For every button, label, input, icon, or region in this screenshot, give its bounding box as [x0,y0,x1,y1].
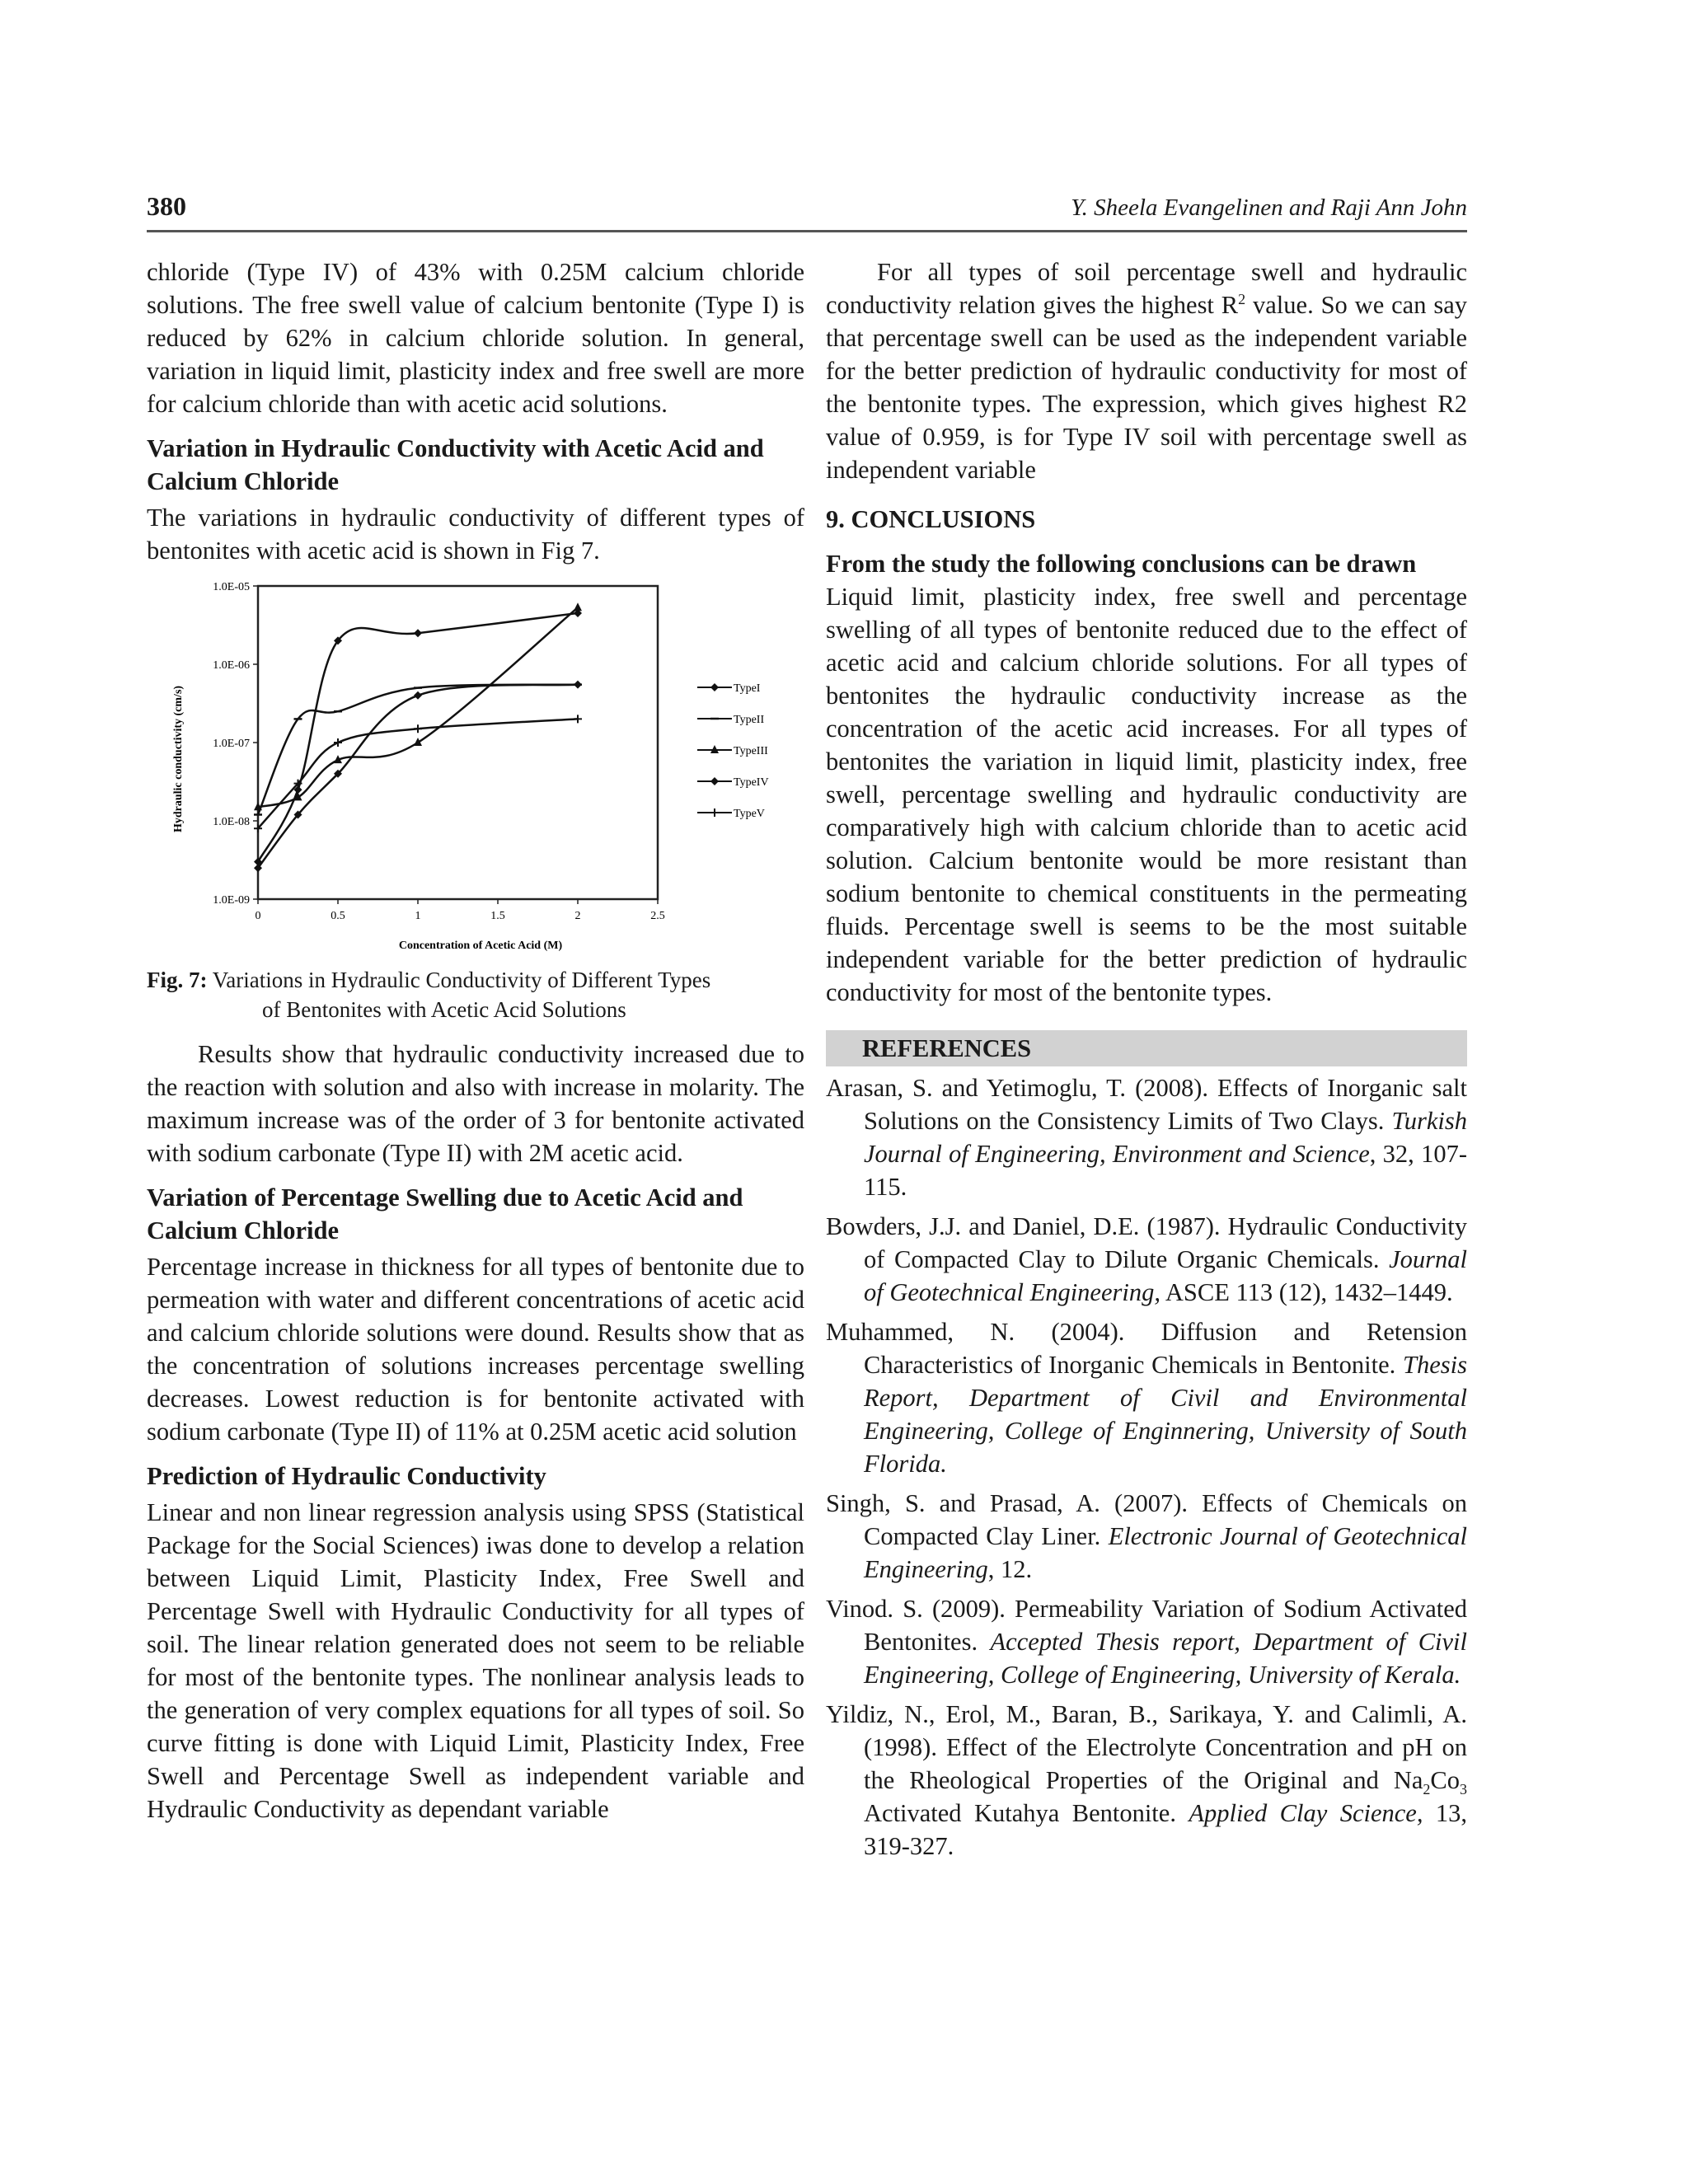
hydraulic-paragraph: The variations in hydraulic conductivity of different types of bentonites with acetic acid is shown in Fig 7. [147,504,804,565]
left-column [147,255,804,1825]
reference-item [826,1592,1467,1691]
reference-text: Arasan, S. and Yetimoglu, T. (2008). Effects of Inorganic salt Solutions on the Consistency Limits of Two Clays. [826,1074,1467,1135]
chart-legend-label: TypeIII [734,745,768,757]
page-number: 380 [147,191,186,221]
chart-point [574,602,582,611]
r2-text-b: value. So we can say that percentage swell can be used as the independent variable for the better prediction of hydraulic conductivity for most of the bentonite types. The expression, which gives highest R2 value of 0.959, is for Type IV soil with percentage swell as independent variable [826,291,1467,484]
ref6-sub2: 3 [1460,1781,1467,1798]
chart-series-line [258,685,578,815]
chart-series-typeii [254,685,582,815]
reference-item [826,1487,1467,1586]
reference-text: Turkish Journal of Engineering, Environment and Science [864,1107,1467,1168]
conclusions-paragraph: Liquid limit, plasticity index, free swell and percentage swelling of all types of bentonite reduced due to the effect of acetic acid and calcium chloride solutions. For all types of bentonites the hydraulic conductivity increase as the concentration of the acetic acid increases. For all types of bentonites the variation in liquid limit, plasticity index, free swell, percentage swelling and hydraulic conductivity are comparatively high with calcium chloride than to acetic acid solution. Calcium bentonite would be more resistant than sodium bentonite to chemical constituents in the permeating fluids. Percentage swell is seems to be the most suitable independent variable for the better prediction of hydraulic conductivity for most of the bentonite types. [826,583,1467,1006]
page-header [147,191,1467,232]
reference-text: Electronic Journal of Geotechnical Engineering [864,1522,1468,1583]
reference-text: Singh, S. and Prasad, A. (2007). Effects of Chemicals on Compacted Clay Liner. [826,1489,1467,1550]
ref6-text-c: 13, 319-327. [864,1799,1468,1860]
chart-x-tick-label: 0.5 [331,910,345,922]
r2-paragraph [826,255,1467,486]
header-rule [147,230,1467,232]
chart-legend-item [697,776,769,789]
chart-legend-item [697,682,761,695]
r2-text-a: For all types of soil percentage swell and hydraulic conductivity relation gives the highest R [826,258,1467,319]
ref6-mid: Co [1430,1766,1460,1794]
chart-y-tick-label: 1.0E-06 [213,659,250,672]
figure-caption [147,965,804,1024]
chart-legend-item [697,714,764,726]
chart-point [574,715,582,723]
chart-point [710,808,719,817]
reference-text: Muhammed, N. (2004). Diffusion and Retension Characteristics of Inorganic Chemicals in Bentonite. [826,1318,1467,1379]
results-paragraph: Results show that hydraulic conductivity increased due to the reaction with solution and also with increase in molarity. The maximum increase was of the order of 3 for bentonite activated with sodium carbonate (Type II) with 2M acetic acid. [147,1040,804,1167]
swelling-paragraph: Percentage increase in thickness for all types of bentonite due to permeation with water and different concentrations of acetic acid and calcium chloride solutions were dound. Results show that as the concentration of solutions increases percentage swelling decreases. Lowest reduction is for bentonite activated with sodium carbonate (Type II) of 11% at 0.25M acetic acid solution [147,1253,804,1446]
chart-legend-label: TypeII [734,714,765,726]
chart-point [414,629,422,637]
chart-legend-label: TypeI [734,682,761,695]
reference-item [826,1315,1467,1480]
intro-paragraph: chloride (Type IV) of 43% with 0.25M calcium chloride solutions. The free swell value of calcium bentonite (Type I) is reduced by 62% in calcium chloride solution. In general, variation in liquid limit, plasticity index and free swell are more for calcium chloride than with acetic acid solutions. [147,258,804,418]
running-head: Y. Sheela Evangelinen and Raji Ann John [1071,194,1467,221]
figure-caption-line-2: of Bentonites with Acetic Acid Solutions [262,997,626,1022]
chart-point [710,777,719,785]
chart-legend-item [697,745,768,757]
chart-plot-frame [258,586,658,899]
ref6-text-b: Activated Kutahya Bentonite. [864,1799,1189,1827]
conclusions-heading: 9. CONCLUSIONS [826,505,1036,533]
reference-text: , 12. [987,1555,1033,1583]
chart-point [414,691,422,700]
section-heading-hydraulic: Variation in Hydraulic Conductivity with Acetic Acid and Calcium Chloride [147,434,764,495]
hydraulic-conductivity-chart [147,574,804,957]
prediction-paragraph: Linear and non linear regression analysis using SPSS (Statistical Package for the Social Sciences) iwas done to develop a relation between Liquid Limit, Plasticity Index, Free Swell and Percentage Swell with Hydraulic Conductivity for all types of soil. The linear relation generated does not seem to be reliable for most of the bentonite types. The nonlinear analysis leads to the generation of very complex equations for all types of soil. So curve fitting is done with Liquid Limit, Plasticity Index, Free Swell and Percentage Swell as independent variable and Hydraulic Conductivity as dependant variable [147,1498,804,1823]
reference-text: Accepted Thesis report, Department of Civil Engineering, College of Engineering, University of Kerala. [864,1628,1467,1689]
reference-text: Bowders, J.J. and Daniel, D.E. (1987). Hydraulic Conductivity of Compacted Clay to Dilute Organic Chemicals. [826,1212,1467,1273]
reference-text: ASCE 113 (12), 1432–1449. [1160,1278,1453,1306]
conclusions-subheading: From the study the following conclusions can be drawn [826,550,1417,578]
right-column [826,255,1467,1869]
reference-text: , 32, 107-115. [864,1140,1467,1201]
reference-item [826,1698,1467,1863]
reference-item [826,1210,1467,1309]
chart-point [334,738,342,747]
chart-y-axis-label: Hydraulic conductivity (cm/s) [172,685,185,833]
chart-y-tick-label: 1.0E-07 [213,738,250,750]
chart-x-tick-label: 2 [574,910,581,922]
chart-x-tick-label: 2.5 [650,910,665,922]
chart-x-tick-label: 1.5 [490,910,505,922]
section-heading-swelling: Variation of Percentage Swelling due to Acetic Acid and Calcium Chloride [147,1183,743,1244]
figure-label: Fig. 7: [147,968,208,992]
references-heading: REFERENCES [826,1030,1467,1066]
references-list [826,1071,1467,1691]
chart-point [574,681,582,689]
chart-y-tick-label: 1.0E-05 [213,581,250,593]
chart-series-line [258,607,578,807]
chart-point [414,724,422,733]
chart-y-tick-label: 1.0E-08 [213,816,250,828]
reference-text: Vinod. S. (2009). Permeability Variation of Sodium Activated Bentonites. [826,1595,1467,1656]
reference-text: Journal of Geotechnical Engineering, [864,1245,1467,1306]
chart-legend-item [697,808,765,820]
ref6-journal: Applied Clay Science, [1189,1799,1423,1827]
chart-y-tick-label: 1.0E-09 [213,894,250,907]
ref6-text-a: Yildiz, N., Erol, M., Baran, B., Sarikaya, Y. and Calimli, A. (1998). Effect of the Electrolyte Concentration and pH on the Rheological Properties of the Original and Na [826,1700,1467,1794]
figure-7 [147,574,804,957]
section-heading-prediction: Prediction of Hydraulic Conductivity [147,1462,546,1490]
chart-point [710,683,719,691]
chart-x-axis-label: Concentration of Acetic Acid (M) [398,940,563,952]
chart-x-tick-label: 0 [255,910,261,922]
chart-x-tick-label: 1 [415,910,421,922]
reference-text: Thesis Report, Department of Civil and Environmental Engineering, College of Enginnering, University of South Florida. [864,1351,1467,1478]
ref6-sub1: 2 [1423,1781,1431,1798]
chart-legend-label: TypeIV [734,776,769,789]
r2-superscript: 2 [1238,290,1246,307]
chart-series-line [258,719,578,828]
reference-item [826,1071,1467,1203]
chart-legend-label: TypeV [734,808,765,820]
figure-caption-line-1: Variations in Hydraulic Conductivity of Different Types [212,968,711,992]
